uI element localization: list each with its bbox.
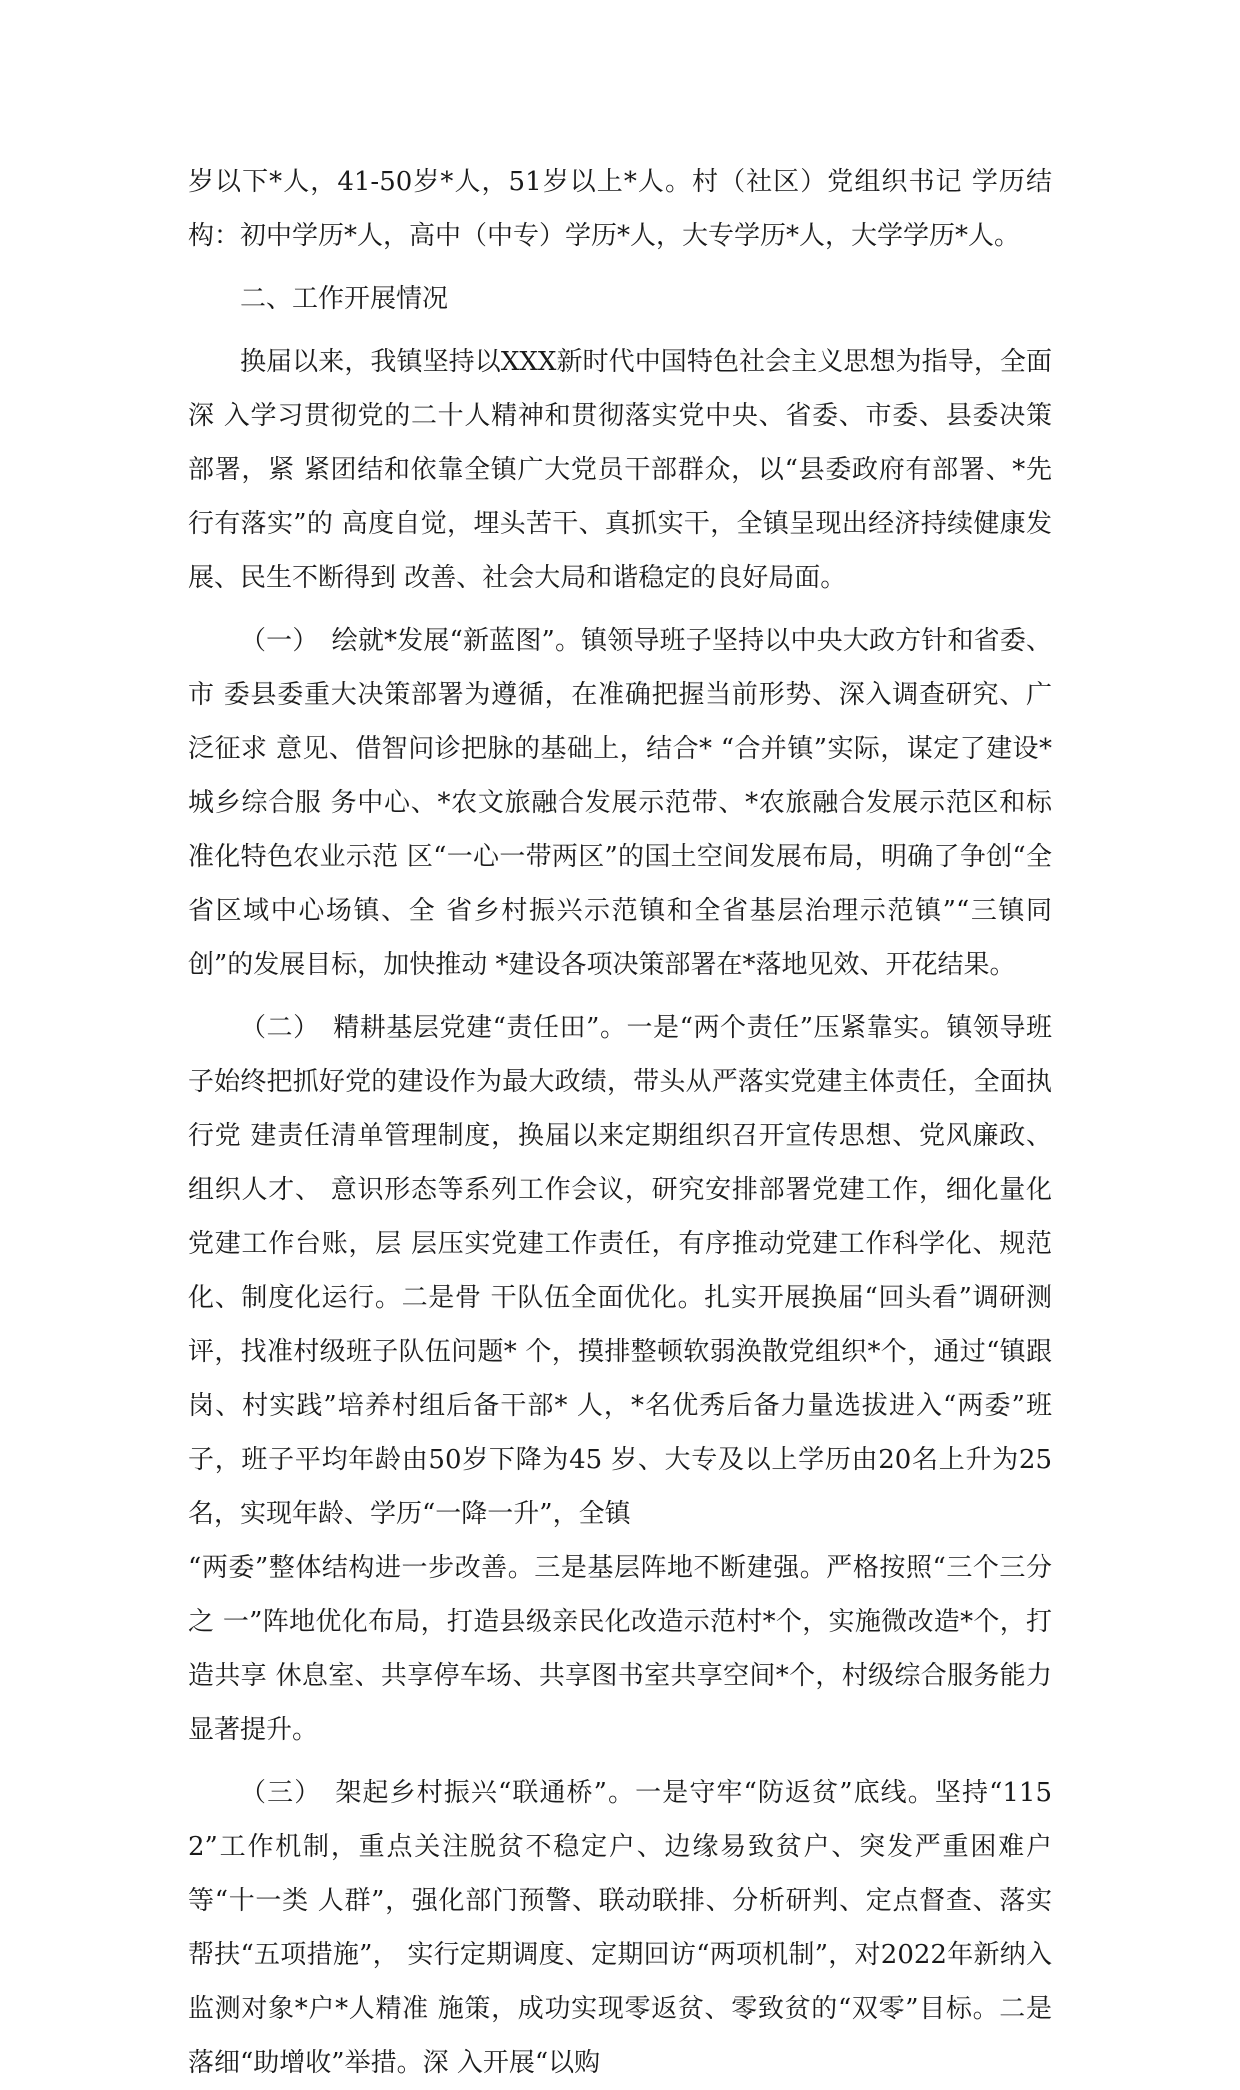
item-2-paragraph: （二） 精耕基层党建“责任田”。一是“两个责任”压紧靠实。镇领导班 子始终把抓好党的建设作为最大政绩，带头从严落实党建主体责任，全面执行党 建责任清单管理制度，换届以来定期组织召开宣传思想、党风廉政、组织人才、 意识形态等系列工作会议，研究安排部署党建工作，细化量化党建工作台账，层 层压实党建工作责任，有序推动党建工作科学化、规范化、制度化运行。二是骨 干队伍全面优化。扎实开展换届“回头看”调研测评，找准村级班子队伍问题* 个，摸排整顿软弱涣散党组织*个，通过“镇跟岗、村实践”培养村组后备干部* 人，*名优秀后备力量选拔进入“两委”班子，班子平均年龄由50岁下降为45 岁、大专及以上学历由20名上升为25名，实现年龄、学历“一降一升”，全镇	[188, 1013, 1052, 1529]
item-2-continuation: “两委”整体结构进一步改善。三是基层阵地不断建强。严格按照“三个三分之 一”阵地优化布局，打造县级亲民化改造示范村*个，实施微改造*个，打造共享 休息室、共享停车场、共享图书室共享空间*个，村级综合服务能力显著提升。	[188, 1553, 1052, 1745]
item-3-paragraph: （三） 架起乡村振兴“联通桥”。一是守牢“防返贫”底线。坚持“1152”工作机制，重点关注脱贫不稳定户、边缘易致贫户、突发严重困难户等“十一类 人群”，强化部门预警、联动联排、分析研判、定点督查、落实帮扶“五项措施”， 实行定期调度、定期回访“两项机制”，对2022年新纳入监测对象*户*人精准 施策，成功实现零返贫、零致贫的“双零”目标。二是落细“助增收”举措。深 入开展“以购	[188, 1778, 1052, 2078]
intro-paragraph: 岁以下*人，41-50岁*人，51岁以上*人。村（社区）党组织书记 学历结构：初中学历*人，高中（中专）学历*人，大专学历*人，大学学历*人。	[188, 167, 1052, 251]
overview-paragraph: 换届以来，我镇坚持以XXX新时代中国特色社会主义思想为指导，全面深 入学习贯彻党的二十人精神和贯彻落实党中央、省委、市委、县委决策部署，紧 紧团结和依靠全镇广大党员干部群众，以“县委政府有部署、*先行有落实”的 高度自觉，埋头苦干、真抓实干，全镇呈现出经济持续健康发展、民生不断得到 改善、社会大局和谐稳定的良好局面。	[188, 347, 1052, 593]
section-heading: 二、工作开展情况	[240, 284, 449, 314]
item-1-paragraph: （一） 绘就*发展“新蓝图”。镇领导班子坚持以中央大政方针和省委、市 委县委重大决策部署为遵循，在准确把握当前形势、深入调查研究、广泛征求 意见、借智问诊把脉的基础上，结合* “合并镇”实际，谋定了建设*城乡综合服 务中心、*农文旅融合发展示范带、*农旅融合发展示范区和标准化特色农业示范 区“一心一带两区”的国土空间发展布局，明确了争创“全省区域中心场镇、全 省乡村振兴示范镇和全省基层治理示范镇”“三镇同创”的发展目标，加快推动 *建设各项决策部署在*落地见效、开花结果。	[188, 626, 1052, 980]
